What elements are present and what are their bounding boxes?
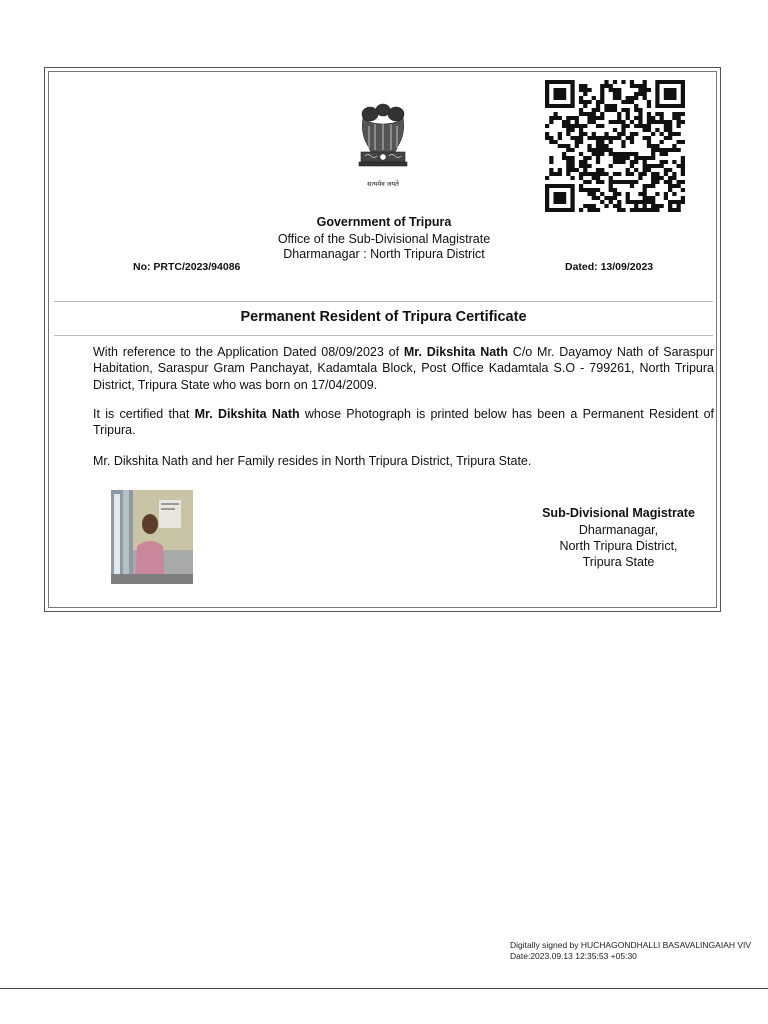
certification-text: It is certified that (93, 407, 195, 421)
reference-text: With reference to the Application Dated 08/09/2023 of (93, 345, 404, 359)
header-government: Government of Tripura (316, 215, 452, 229)
divider-top (54, 301, 713, 302)
signatory-title: Sub-Divisional Magistrate (542, 506, 695, 520)
certificate-title: Permanent Resident of Tripura Certificate (240, 309, 527, 325)
certification-details: whose Photograph is printed below has been a Permanent Resident of Tripura. (93, 407, 715, 438)
digital-signature-signer: Digitally signed by HUCHAGONDHALLI BASAVALINGAIAH VIV (510, 940, 752, 950)
digital-signature (510, 940, 751, 962)
digital-signature-date: Date:2023.09.13 12:35:53 +05:30 (510, 951, 637, 961)
applicant-name: Mr. Dikshita Nath (403, 345, 508, 359)
reference-details: C/o Mr. Dayamoy Nath of Saraspur Habitation, Saraspur Gram Panchayat, Kadamtala Block, Post Office Kadamtala S.O - 799261, North Tripura District, Tripura State who was born on 17/04/2009. (93, 345, 714, 392)
qr-finder-pattern (655, 80, 685, 108)
certified-name: Mr. Dikshita Nath (194, 407, 300, 421)
qr-finder-pattern (545, 80, 575, 108)
signatory-line-3: Tripura State (582, 555, 655, 569)
national-emblem-icon (349, 100, 417, 192)
emblem-motto: सत्यमेव जयते (367, 181, 399, 188)
page-bottom-rule (0, 988, 768, 989)
certificate-date: Dated: 13/09/2023 (565, 261, 654, 273)
certificate-number: No: PRTC/2023/94086 (133, 261, 241, 273)
qr-code-icon (545, 80, 685, 212)
signatory-line-1: Dharmanagar, (578, 523, 659, 537)
signatory-line-2: North Tripura District, (559, 539, 678, 553)
header-office: Office of the Sub-Divisional Magistrate (277, 232, 491, 246)
applicant-photo (111, 490, 193, 584)
residence-paragraph: Mr. Dikshita Nath and her Family resides in North Tripura District, Tripura State. (93, 454, 532, 468)
header-place: Dharmanagar : North Tripura District (283, 247, 485, 261)
certification-paragraph (93, 406, 714, 439)
divider-bottom (54, 335, 713, 336)
reference-paragraph (93, 344, 714, 393)
qr-finder-pattern (545, 184, 575, 212)
